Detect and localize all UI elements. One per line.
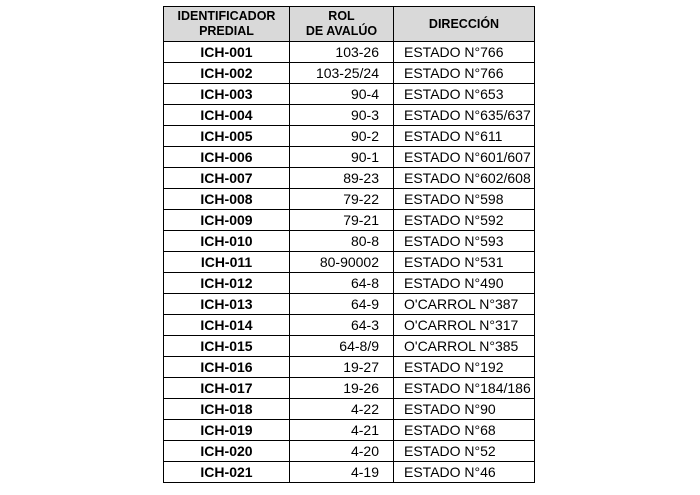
table-row [164,147,535,168]
cell-direccion: ESTADO N°653 [394,84,535,105]
table-row [164,294,535,315]
cell-identificador: ICH-004 [164,105,290,126]
cell-identificador: ICH-013 [164,294,290,315]
cell-rol: 19-27 [290,357,394,378]
cell-identificador: ICH-005 [164,126,290,147]
cell-identificador: ICH-012 [164,273,290,294]
cell-rol: 4-22 [290,399,394,420]
table-header-row [164,7,535,42]
table-row [164,84,535,105]
cell-direccion: ESTADO N°192 [394,357,535,378]
cell-identificador: ICH-019 [164,420,290,441]
cell-rol: 19-26 [290,378,394,399]
cell-direccion: ESTADO N°184/186 [394,378,535,399]
table-row [164,441,535,462]
cell-rol: 80-8 [290,231,394,252]
cell-identificador: ICH-021 [164,462,290,483]
table-row [164,420,535,441]
table-row [164,168,535,189]
cell-direccion: ESTADO N°611 [394,126,535,147]
header-rol-de-avaluo [290,7,394,42]
table-row [164,399,535,420]
cell-identificador: ICH-008 [164,189,290,210]
table-row [164,231,535,252]
cell-rol: 90-1 [290,147,394,168]
cell-identificador: ICH-011 [164,252,290,273]
header-rol-line1: ROL [328,9,355,23]
table-row [164,105,535,126]
cell-rol: 89-23 [290,168,394,189]
cell-direccion: ESTADO N°90 [394,399,535,420]
cell-direccion: O'CARROL N°317 [394,315,535,336]
cell-direccion: ESTADO N°766 [394,42,535,63]
table-row [164,273,535,294]
cell-direccion: ESTADO N°490 [394,273,535,294]
cell-rol: 4-19 [290,462,394,483]
property-table-container [163,6,535,483]
cell-identificador: ICH-017 [164,378,290,399]
cell-rol: 64-8/9 [290,336,394,357]
header-rol-line2: DE AVALÚO [305,24,378,38]
table-row [164,63,535,84]
cell-identificador: ICH-003 [164,84,290,105]
cell-rol: 90-4 [290,84,394,105]
cell-rol: 64-3 [290,315,394,336]
cell-direccion: ESTADO N°593 [394,231,535,252]
cell-identificador: ICH-018 [164,399,290,420]
cell-rol: 79-21 [290,210,394,231]
table-row [164,315,535,336]
cell-identificador: ICH-014 [164,315,290,336]
table-row [164,210,535,231]
table-body [164,42,535,483]
cell-rol: 79-22 [290,189,394,210]
cell-direccion: O'CARROL N°385 [394,336,535,357]
cell-direccion: ESTADO N°592 [394,210,535,231]
header-identificador-predial [164,7,290,42]
cell-direccion: ESTADO N°766 [394,63,535,84]
table-row [164,252,535,273]
cell-rol: 103-25/24 [290,63,394,84]
cell-direccion: ESTADO N°46 [394,462,535,483]
table-row [164,462,535,483]
cell-direccion: ESTADO N°68 [394,420,535,441]
cell-identificador: ICH-020 [164,441,290,462]
cell-rol: 64-9 [290,294,394,315]
cell-identificador: ICH-006 [164,147,290,168]
cell-direccion: ESTADO N°598 [394,189,535,210]
cell-rol: 103-26 [290,42,394,63]
table-row [164,126,535,147]
cell-rol: 4-21 [290,420,394,441]
table-row [164,336,535,357]
cell-rol: 80-90002 [290,252,394,273]
cell-direccion: ESTADO N°602/608 [394,168,535,189]
cell-identificador: ICH-001 [164,42,290,63]
table-row [164,378,535,399]
cell-identificador: ICH-016 [164,357,290,378]
cell-direccion: ESTADO N°601/607 [394,147,535,168]
cell-identificador: ICH-007 [164,168,290,189]
cell-rol: 90-3 [290,105,394,126]
cell-rol: 90-2 [290,126,394,147]
cell-direccion: O'CARROL N°387 [394,294,535,315]
cell-direccion: ESTADO N°531 [394,252,535,273]
cell-direccion: ESTADO N°635/637 [394,105,535,126]
cell-rol: 64-8 [290,273,394,294]
cell-identificador: ICH-009 [164,210,290,231]
header-id-line1: IDENTIFICADOR [177,9,276,23]
cell-identificador: ICH-002 [164,63,290,84]
cell-rol: 4-20 [290,441,394,462]
table-row [164,42,535,63]
cell-identificador: ICH-010 [164,231,290,252]
header-direccion: DIRECCIÓN [394,7,535,42]
cell-direccion: ESTADO N°52 [394,441,535,462]
header-id-line2: PREDIAL [199,24,254,38]
table-row [164,357,535,378]
cell-identificador: ICH-015 [164,336,290,357]
table-row [164,189,535,210]
property-table [163,6,535,483]
